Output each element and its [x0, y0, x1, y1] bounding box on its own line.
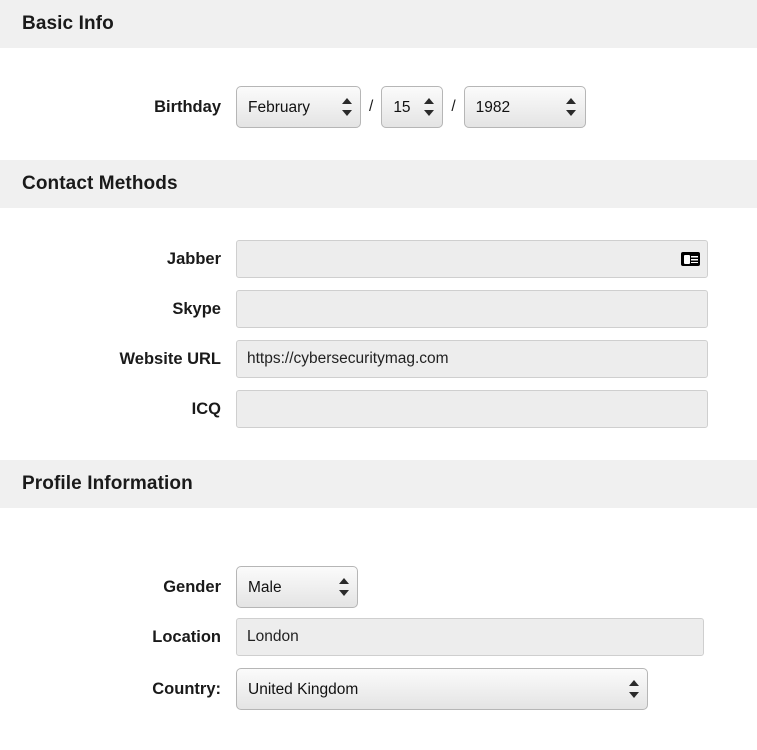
section-title: Contact Methods	[22, 173, 178, 194]
location-label: Location	[152, 627, 221, 646]
spacer	[0, 428, 757, 460]
section-title: Profile Information	[22, 473, 193, 494]
spacer	[0, 656, 757, 668]
icq-label: ICQ	[191, 399, 221, 418]
country-select[interactable]	[236, 668, 648, 710]
field-row-skype	[0, 290, 757, 328]
spacer	[0, 328, 757, 340]
spacer	[0, 378, 757, 390]
skype-label: Skype	[172, 299, 221, 318]
field-row-birthday	[0, 86, 757, 128]
birthday-label: Birthday	[154, 97, 221, 116]
field-row-website-url	[0, 340, 757, 378]
jabber-input[interactable]	[236, 240, 708, 278]
gender-select-wrap	[236, 566, 358, 608]
country-select-wrap	[236, 668, 648, 710]
spacer	[0, 508, 757, 546]
birthday-year-wrap	[464, 86, 586, 128]
birthday-control	[236, 86, 586, 128]
jabber-input-wrap	[236, 240, 708, 278]
gender-select[interactable]	[236, 566, 358, 608]
country-control	[236, 668, 648, 710]
section-header-basic-info	[0, 0, 757, 48]
gender-label: Gender	[163, 577, 221, 596]
location-control	[236, 618, 704, 656]
field-row-jabber	[0, 240, 757, 278]
website-url-control	[236, 340, 708, 378]
spacer	[0, 608, 757, 618]
birthday-year-select[interactable]	[464, 86, 586, 128]
website-url-input[interactable]	[236, 340, 708, 378]
spacer	[0, 546, 757, 566]
spacer	[0, 278, 757, 290]
field-row-country	[0, 668, 757, 710]
birthday-separator-1: /	[369, 98, 374, 115]
field-row-location	[0, 618, 757, 656]
skype-control	[236, 290, 708, 328]
country-label: Country:	[152, 679, 221, 698]
birthday-day-wrap	[381, 86, 443, 128]
birthday-day-select[interactable]	[381, 86, 443, 128]
birthday-month-wrap	[236, 86, 361, 128]
gender-control	[236, 566, 358, 608]
spacer	[0, 208, 757, 240]
section-title: Basic Info	[22, 13, 114, 34]
website-url-label: Website URL	[119, 349, 221, 368]
birthday-month-select[interactable]	[236, 86, 361, 128]
jabber-control	[236, 240, 708, 278]
section-header-contact-methods	[0, 160, 757, 208]
field-row-gender	[0, 566, 757, 608]
icq-input[interactable]	[236, 390, 708, 428]
jabber-label: Jabber	[166, 249, 221, 268]
icq-control	[236, 390, 708, 428]
spacer	[0, 48, 757, 86]
section-header-profile-information	[0, 460, 757, 508]
spacer	[0, 128, 757, 160]
field-row-icq	[0, 390, 757, 428]
contact-card-icon[interactable]	[681, 252, 700, 266]
birthday-separator-2: /	[451, 98, 456, 115]
location-input[interactable]	[236, 618, 704, 656]
skype-input[interactable]	[236, 290, 708, 328]
